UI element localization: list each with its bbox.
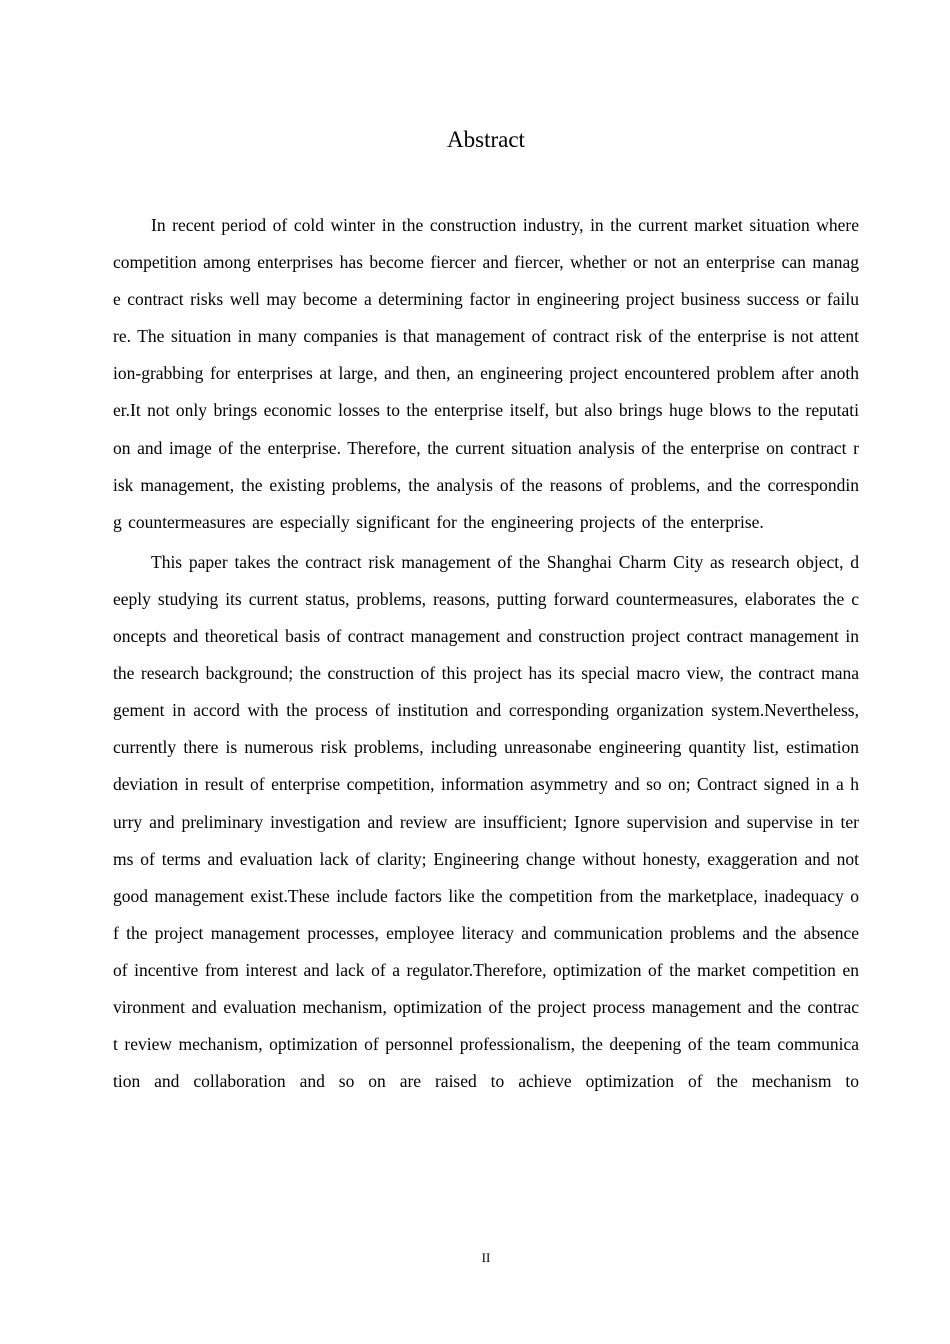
abstract-paragraph-2: This paper takes the contract risk management of the Shanghai Charm City as research object, deeply studying its current status, problems, reasons, putting forward countermeasures, elaborates the concepts and theoretical basis of contract management and construction project contract management in the research background; the construction of this project has its special macro view, the contract management in accord with the process of institution and corresponding organization system.Nevertheless, currently there is numerous risk problems, including unreasonabe engineering quantity list, estimation deviation in result of enterprise competition, information asymmetry and so on; Contract signed in a hurry and preliminary investigation and review are insufficient; Ignore supervision and supervise in terms of terms and evaluation lack of clarity; Engineering change without honesty, exaggeration and not good management exist.These include factors like the competition from the marketplace, inadequacy of the project management processes, employee literacy and communication problems and the absence of incentive from interest and lack of a regulator.Therefore, optimization of the market competition environment and evaluation mechanism, optimization of the project process management and the contract review mechanism, optimization of personnel professionalism, the deepening of the team communication and collaboration and so on are raised to achieve optimization of the mechanism to bbox=[113, 551, 859, 1092]
page-number: II bbox=[481, 1250, 491, 1265]
abstract-title: Abstract bbox=[447, 127, 525, 152]
abstract-body bbox=[113, 207, 859, 1100]
abstract-paragraph-1: In recent period of cold winter in the construction industry, in the current market situation where competition among enterprises has become fiercer and fiercer, whether or not an enterprise can manage contract risks well may become a determining factor in engineering project business success or failure. The situation in many companies is that management of contract risk of the enterprise is not attention-grabbing for enterprises at large, and then, an engineering project encountered problem after another.It not only brings economic losses to the enterprise itself, but also brings huge blows to the reputation and image of the enterprise. Therefore, the current situation analysis of the enterprise on contract risk management, the existing problems, the analysis of the reasons of problems, and the corresponding countermeasures are especially significant for the engineering projects of the enterprise. bbox=[113, 215, 859, 532]
